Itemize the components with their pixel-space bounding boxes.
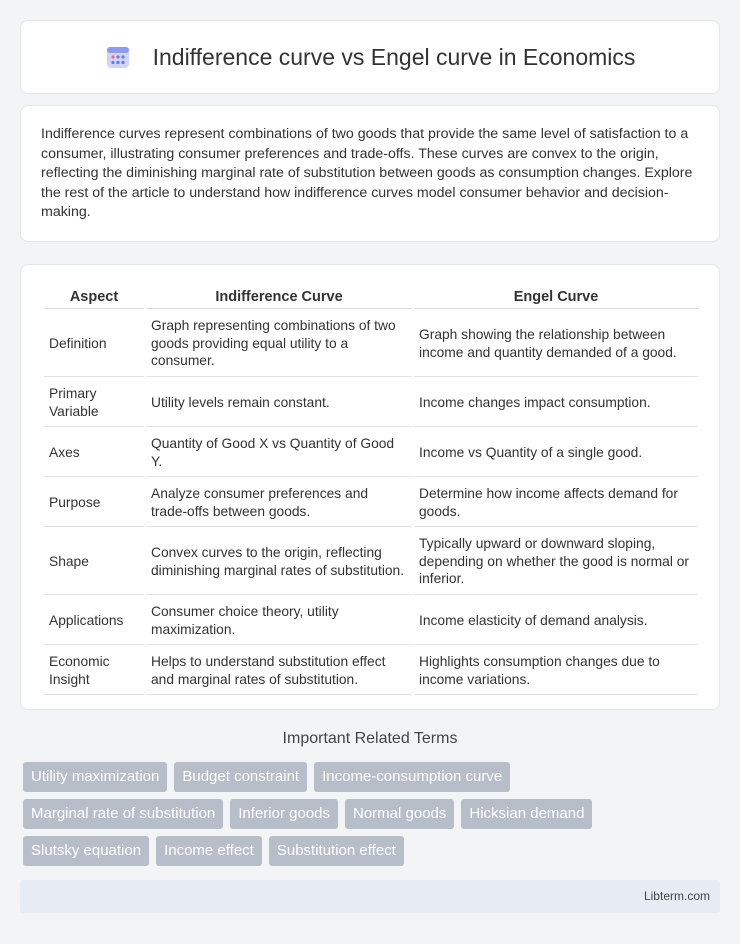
footer-site-link[interactable]: Libterm.com	[643, 889, 710, 903]
row-aspect: Definition	[44, 311, 144, 377]
related-terms-tags	[23, 762, 723, 873]
row-aspect: Shape	[44, 529, 144, 595]
title-card	[20, 20, 720, 94]
tag-budget-constraint[interactable]: Budget constraint	[174, 762, 307, 792]
row-engel-value: Income changes impact consumption.	[414, 379, 698, 427]
row-indifference-value: Helps to understand substitution effect and marginal rates of substitution.	[146, 647, 412, 695]
row-indifference-value: Graph representing combinations of two goods providing equal utility to a consumer.	[146, 311, 412, 377]
row-aspect: Purpose	[44, 479, 144, 527]
table-row	[44, 379, 698, 427]
intro-paragraph: Indifference curves represent combinations of two goods that provide the same level of satisfaction to a consumer, illustrating consumer preferences and trade-offs. These curves are convex to the origin, reflecting the diminishing marginal rate of substitution between goods as consumption changes. Explore the rest of the article to understand how indifference curves model consumer behavior and decision-making.	[41, 126, 693, 221]
row-aspect: Economic Insight	[44, 647, 144, 695]
row-aspect: Applications	[44, 597, 144, 645]
row-indifference-value: Analyze consumer preferences and trade-offs between goods.	[146, 479, 412, 527]
tag-slutsky-equation[interactable]: Slutsky equation	[23, 836, 149, 866]
comparison-table-card	[20, 264, 720, 710]
tag-substitution-effect[interactable]: Substitution effect	[269, 836, 404, 866]
table-header-row	[44, 287, 698, 309]
tag-marginal-rate-of-substitution[interactable]: Marginal rate of substitution	[23, 799, 223, 829]
column-header-aspect: Aspect	[44, 287, 144, 309]
row-indifference-value: Utility levels remain constant.	[146, 379, 412, 427]
tag-row	[23, 836, 723, 866]
table-row	[44, 597, 698, 645]
related-terms-heading: Important Related Terms	[282, 730, 458, 747]
tag-normal-goods[interactable]: Normal goods	[345, 799, 454, 829]
row-engel-value: Determine how income affects demand for goods.	[414, 479, 698, 527]
tag-row	[23, 762, 723, 792]
row-aspect: Primary Variable	[44, 379, 144, 427]
table-row	[44, 529, 698, 595]
table-row	[44, 647, 698, 695]
row-engel-value: Graph showing the relationship between income and quantity demanded of a good.	[414, 311, 698, 377]
comparison-table	[42, 285, 700, 697]
calendar-grid-icon	[105, 44, 131, 70]
intro-card	[20, 105, 720, 242]
column-header-indifference-curve: Indifference Curve	[146, 287, 412, 309]
tag-utility-maximization[interactable]: Utility maximization	[23, 762, 167, 792]
table-row	[44, 479, 698, 527]
row-engel-value: Income vs Quantity of a single good.	[414, 429, 698, 477]
tag-row	[23, 799, 723, 829]
tag-income-consumption-curve[interactable]: Income-consumption curve	[314, 762, 510, 792]
row-engel-value: Highlights consumption changes due to income variations.	[414, 647, 698, 695]
column-header-engel-curve: Engel Curve	[414, 287, 698, 309]
tag-income-effect[interactable]: Income effect	[156, 836, 262, 866]
tag-inferior-goods[interactable]: Inferior goods	[230, 799, 338, 829]
row-indifference-value: Consumer choice theory, utility maximization.	[146, 597, 412, 645]
row-aspect: Axes	[44, 429, 144, 477]
row-engel-value: Income elasticity of demand analysis.	[414, 597, 698, 645]
row-indifference-value: Quantity of Good X vs Quantity of Good Y.	[146, 429, 412, 477]
table-row	[44, 429, 698, 477]
row-indifference-value: Convex curves to the origin, reflecting diminishing marginal rates of substitution.	[146, 529, 412, 595]
footer	[20, 880, 720, 913]
page-title: Indifference curve vs Engel curve in Economics	[152, 43, 636, 70]
row-engel-value: Typically upward or downward sloping, depending on whether the good is normal or inferior.	[414, 529, 698, 595]
tag-hicksian-demand[interactable]: Hicksian demand	[461, 799, 592, 829]
table-row	[44, 311, 698, 377]
